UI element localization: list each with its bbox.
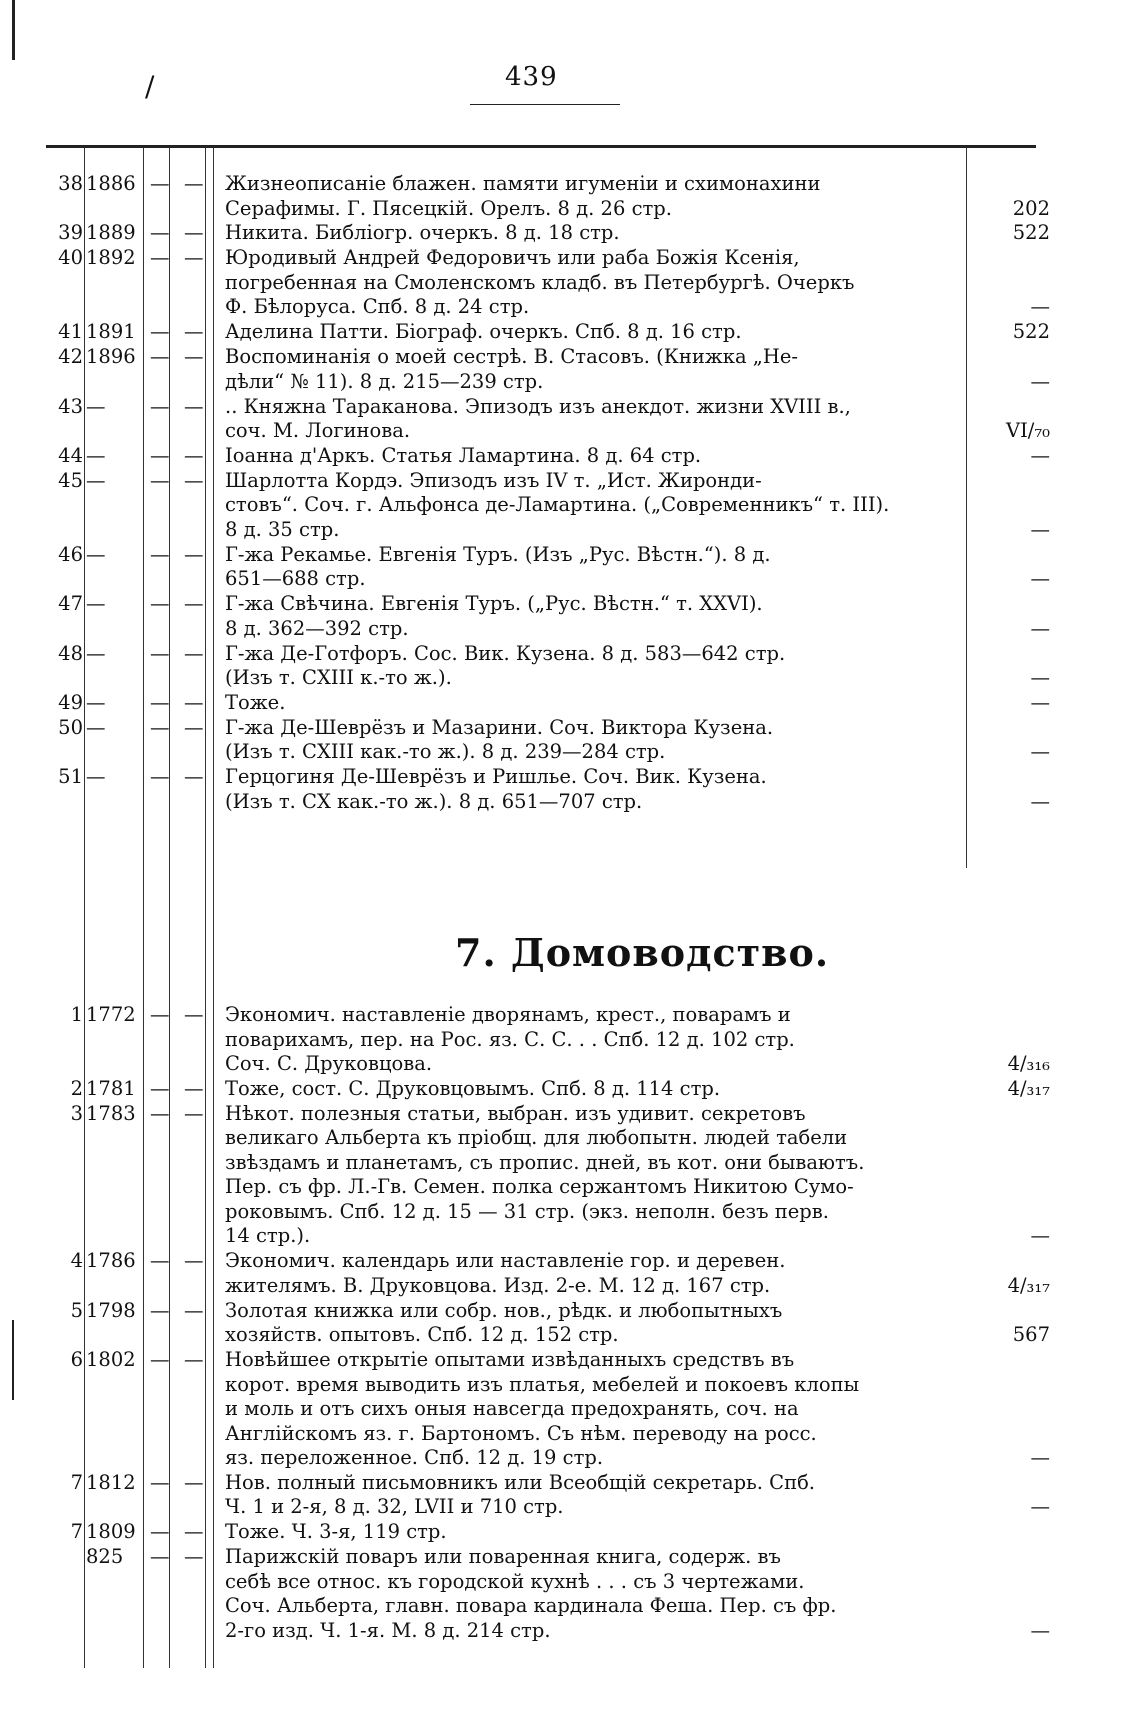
entry-dash: — [150,1348,170,1371]
entry-year: 1798 [86,1298,136,1322]
entry-dash: — [150,690,170,714]
entry-price: — [1030,1446,1050,1469]
entry-year: 1783 [86,1101,136,1125]
description-line: Нов. полный письмовникъ или Всеобщій секретарь. Спб. [225,1470,816,1494]
description-line: Нѣкот. полезныя статьи, выбран. изъ удивит. секретовъ [225,1101,806,1125]
description-line: стовъ“. Соч. г. Альфонса де-Ламартина. („Современникъ“ т. III). [225,493,890,517]
description-line: Экономич. наставленіе дворянамъ, крест., поварамъ и [225,1003,791,1026]
description-line: .. Княжна Тараканова. Эпизодъ изъ анекдот. жизни XVIII в., [225,394,851,418]
entry-dash: — [184,641,204,665]
entry-dash: — [150,1545,170,1569]
entry-dash: — [184,221,204,245]
entry-dash: — [184,592,204,616]
description-line: Соч. С. Друковцова. [225,1052,433,1075]
entry-dash: — [150,246,170,270]
scan-edge-mark [12,0,15,60]
entry-number: 6 [70,1348,83,1371]
entry-description [225,1249,965,1298]
entry-dash: — [150,1520,170,1544]
description-line: Пер. съ фр. Л.-Гв. Семен. полка сержантомъ Никитою Сумо- [225,1175,854,1199]
entry-year: — [86,641,106,665]
description-line: Аделина Патти. Біограф. очеркъ. Спб. 8 д. 16 стр. [225,320,742,344]
entry-price: 202 [1012,196,1050,220]
entry-description [225,469,965,543]
entry-description [225,1102,965,1249]
description-line: звѣздамъ и планетамъ, съ пропис. дней, въ кот. они бываютъ. [225,1150,865,1174]
column-rule [213,148,214,1668]
entry-dash: — [184,542,204,566]
column-rule [169,148,170,1668]
entry-dash: — [184,1298,204,1322]
entry-dash: — [150,765,170,789]
entry-dash: — [150,468,170,492]
entry-number: 7 [70,1520,83,1544]
column-rule [84,148,85,1668]
entry-price: — [1030,295,1050,319]
entry-number: 44 [58,443,83,467]
entry-dash: — [184,690,204,714]
entry-price: — [1030,567,1050,591]
entry-description [225,1545,965,1643]
description-line: Парижскій поваръ или поваренная книга, содерж. въ [225,1545,781,1569]
entry-dash: — [150,1249,170,1273]
entry-dash: — [184,1520,204,1544]
description-line: Никита. Библіогр. очеркъ. 8 д. 18 стр. [225,221,620,245]
description-line: великаго Альберта къ пріобщ. для любопытн. людей табели [225,1126,848,1150]
description-line: 8 д. 362—392 стр. [225,616,409,640]
entry-dash: — [150,345,170,369]
description-line: Г-жа Де-Шеврёзъ и Мазарини. Соч. Виктора Кузена. [225,715,774,739]
entry-price: — [1030,1224,1050,1248]
entry-description [225,1077,965,1102]
description-line: Тоже, сост. С. Друковцовымъ. Спб. 8 д. 114 стр. [225,1076,721,1100]
entry-price: — [1030,789,1050,813]
entry-dash: — [184,172,204,195]
entry-dash: — [184,1101,204,1125]
description-line: Г-жа Рекамье. Евгенія Туръ. (Изъ „Рус. Вѣстн.“). 8 д. [225,542,771,566]
entry-description [225,691,965,716]
entry-dash: — [184,1003,204,1026]
entry-price: — [1030,517,1050,541]
description-line: Англійскомъ яз. г. Бартономъ. Съ нѣм. переводу на росс. [225,1421,817,1445]
description-line: Золотая книжка или собр. нов., рѣдк. и любопытныхъ [225,1298,783,1322]
description-line: Серафимы. Г. Пясецкій. Орелъ. 8 д. 26 стр. [225,196,672,220]
entry-number: 3 [70,1101,83,1125]
entry-number: 50 [58,715,83,739]
entry-number: 38 [58,172,83,195]
entry-price: 4/₃₁₆ [1007,1052,1050,1075]
entry-description [225,642,965,691]
entry-number: 40 [58,246,83,270]
entry-description [225,765,965,814]
description-line: 651—688 стр. [225,567,366,591]
entry-dash: — [150,592,170,616]
entry-number: 7 [70,1470,83,1494]
entry-description [225,345,965,394]
description-line: Новѣйшее открытіе опытами извѣданныхъ средствъ въ [225,1348,795,1371]
entry-year: 1772 [86,1003,136,1026]
entry-number: 39 [58,221,83,245]
description-line: Соч. Альберта, главн. повара кардинала Феша. Пер. съ фр. [225,1594,837,1618]
description-line: соч. М. Логинова. [225,419,411,442]
description-line: погребенная на Смоленскомъ кладб. въ Петербургѣ. Очеркъ [225,270,855,294]
entry-price: 522 [1012,221,1050,245]
description-line: Ч. 1 и 2-я, 8 д. 32, LVII и 710 стр. [225,1495,564,1519]
page-number-rule [470,104,620,105]
entry-number: 43 [58,394,83,418]
entry-description [225,1471,965,1520]
column-rule [143,148,144,1668]
entry-dash: — [150,542,170,566]
entry-number: 49 [58,690,83,714]
description-line: Воспоминанія о моей сестрѣ. В. Стасовъ. (Книжка „Не- [225,345,799,369]
description-line: Г-жа Де-Готфоръ. Сос. Вик. Кузена. 8 д. 583—642 стр. [225,641,786,665]
entry-number: 5 [70,1298,83,1322]
entry-dash: — [150,1076,170,1100]
entry-description [225,592,965,641]
description-line: поварихамъ, пер. на Рос. яз. С. С. . . Спб. 12 д. 102 стр. [225,1027,795,1051]
description-line: Экономич. календарь или наставленіе гор. и деревен. [225,1249,786,1273]
entry-year: 1896 [86,345,136,369]
entry-description [225,543,965,592]
entry-price: 4/₃₁₇ [1007,1076,1050,1100]
description-line: Жизнеописаніе блажен. памяти игуменіи и схимонахини [225,172,821,195]
page-number: 439 [505,62,558,92]
entry-dash: — [184,715,204,739]
entry-dash: — [150,1470,170,1494]
entry-year: — [86,690,106,714]
entry-price: 522 [1012,320,1050,344]
entry-dash: — [184,1470,204,1494]
entry-price: — [1030,443,1050,467]
description-line: жителямъ. В. Друковцова. Изд. 2-е. М. 12 д. 167 стр. [225,1273,771,1297]
entry-dash: — [184,246,204,270]
description-line: (Изъ т. CX как.-то ж.). 8 д. 651—707 стр. [225,789,643,813]
entry-number: 47 [58,592,83,616]
entry-dash: — [184,765,204,789]
entry-description [225,716,965,765]
entry-description [225,1299,965,1348]
description-line: яз. переложенное. Спб. 12 д. 19 стр. [225,1446,604,1469]
column-rule [205,148,206,1668]
entry-description [225,1348,965,1471]
entry-number: 41 [58,320,83,344]
header-rule [46,145,1036,148]
entry-dash: — [150,394,170,418]
description-line: Юродивый Андрей Федоровичъ или раба Божія Ксенія, [225,246,800,270]
description-line: корот. время выводить изъ платья, мебелей и покоевъ клопы [225,1372,860,1396]
entry-dash: — [184,443,204,467]
entry-dash: — [184,320,204,344]
entry-year: — [86,765,106,789]
entry-number: 51 [58,765,83,789]
entry-year: 1891 [86,320,136,344]
entry-description [225,172,965,221]
entry-price: VI/₇₀ [1006,419,1050,442]
description-line: 8 д. 35 стр. [225,517,340,541]
description-line: Тоже. Ч. 3-я, 119 стр. [225,1520,447,1544]
entry-year: — [86,468,106,492]
entry-year: 1786 [86,1249,136,1273]
entry-dash: — [150,715,170,739]
entry-year: 1892 [86,246,136,270]
description-line: себѣ все относ. къ городской кухнѣ . . . съ 3 чертежами. [225,1569,805,1593]
entry-dash: — [184,1249,204,1273]
description-line: хозяйств. опытовъ. Спб. 12 д. 152 стр. [225,1323,619,1347]
entry-dash: — [150,1003,170,1026]
entry-description [225,1520,965,1545]
entry-dash: — [184,1545,204,1569]
column-rule [966,148,967,868]
entry-price: — [1030,616,1050,640]
entry-description [225,444,965,469]
entry-description [225,395,965,444]
entry-price: — [1030,1495,1050,1519]
entry-price: 567 [1012,1323,1050,1347]
description-line: 2-го изд. Ч. 1-я. М. 8 д. 214 стр. [225,1618,551,1642]
entry-year: 825 [86,1545,124,1569]
entry-description [225,320,965,345]
entry-year: — [86,715,106,739]
entry-year: 1781 [86,1076,136,1100]
entry-price: — [1030,1618,1050,1642]
description-line: 14 стр.). [225,1224,311,1248]
entry-description [225,221,965,246]
entry-number: 1 [70,1003,83,1026]
scan-edge-mark [12,1320,14,1400]
entry-number: 48 [58,641,83,665]
entry-number: 42 [58,345,83,369]
entry-dash: — [150,221,170,245]
description-line: (Изъ т. CXIII как.-то ж.). 8 д. 239—284 стр. [225,740,666,764]
entry-number: 4 [70,1249,83,1273]
description-line: Ф. Бѣлоруса. Спб. 8 д. 24 стр. [225,295,530,319]
description-line: и моль и отъ сихъ оныя навсегда предохранять, соч. на [225,1397,799,1420]
entry-number: 45 [58,468,83,492]
description-line: Іоанна д'Аркъ. Статья Ламартина. 8 д. 64 стр. [225,443,702,467]
description-line: Г-жа Свѣчина. Евгенія Туръ. („Рус. Вѣстн.“ т. XXVI). [225,592,763,616]
entry-year: — [86,443,106,467]
entry-dash: — [150,641,170,665]
entry-year: 1802 [86,1348,136,1371]
entry-dash: — [184,1348,204,1371]
entry-dash: — [184,345,204,369]
entry-year: 1889 [86,221,136,245]
section-heading: 7. Домоводство. [455,930,830,975]
description-line: дѣли“ № 11). 8 д. 215—239 стр. [225,369,544,393]
description-line: (Изъ т. CXIII к.-то ж.). [225,666,452,689]
entry-year: 1886 [86,172,136,195]
pencil-mark: / [145,70,155,103]
entry-number: 2 [70,1076,83,1100]
entry-price: — [1030,666,1050,689]
entry-year: — [86,542,106,566]
entry-dash: — [150,1298,170,1322]
entry-year: 1809 [86,1520,136,1544]
description-line: Тоже. [225,690,286,714]
entry-description [225,246,965,320]
description-line: Герцогиня Де-Шеврёзъ и Ришлье. Соч. Вик. Кузена. [225,765,767,789]
description-line: роковымъ. Спб. 12 д. 15 — 31 стр. (экз. неполн. безъ перв. [225,1199,829,1223]
entry-price: — [1030,740,1050,764]
entry-dash: — [150,172,170,195]
entry-dash: — [184,468,204,492]
entry-year: — [86,592,106,616]
entry-price: — [1030,369,1050,393]
entry-description [225,1003,965,1077]
entry-year: — [86,394,106,418]
entry-dash: — [150,320,170,344]
entry-number: 46 [58,542,83,566]
entry-dash: — [184,394,204,418]
entry-dash: — [184,1076,204,1100]
entry-price: 4/₃₁₇ [1007,1273,1050,1297]
entry-year: 1812 [86,1470,136,1494]
entry-price: — [1030,690,1050,714]
entry-dash: — [150,443,170,467]
description-line: Шарлотта Кордэ. Эпизодъ изъ IV т. „Ист. Жиронди- [225,468,762,492]
entry-dash: — [150,1101,170,1125]
